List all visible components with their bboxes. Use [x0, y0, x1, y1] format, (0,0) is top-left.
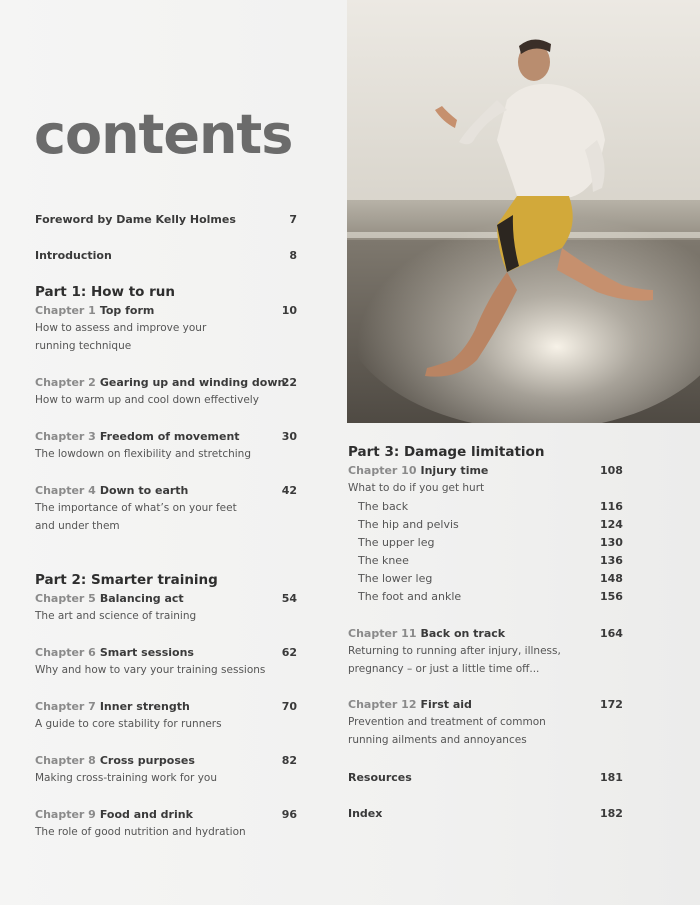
chapter-page: 172	[600, 698, 623, 711]
runner-illustration	[347, 0, 700, 423]
subentry-label: The knee	[358, 554, 409, 567]
toc-index-label: Index	[348, 807, 383, 820]
chapter-description: What to do if you get hurt	[348, 482, 485, 494]
subentry-page: 148	[600, 572, 623, 585]
chapter-title: Freedom of movement	[99, 430, 240, 443]
chapter-number: Chapter 10	[348, 464, 417, 477]
subentry-label: The lower leg	[358, 572, 433, 585]
chapter-number: Chapter 11	[348, 627, 417, 640]
subentry-label: The upper leg	[358, 536, 435, 549]
toc-chapter-6[interactable]	[35, 646, 305, 679]
chapter-description: The lowdown on flexibility and stretching	[35, 448, 251, 460]
chapter-number: Chapter 2	[35, 376, 96, 389]
part-2-heading: Part 2: Smarter training	[35, 572, 218, 588]
chapter-page: 42	[281, 484, 297, 497]
chapter-number: Chapter 6	[35, 646, 96, 659]
subentry-page: 156	[600, 590, 623, 603]
subentry-page: 124	[600, 518, 623, 531]
toc-chapter-4[interactable]	[35, 484, 305, 535]
chapter-description: The role of good nutrition and hydration	[35, 826, 246, 838]
chapter-title: First aid	[420, 698, 472, 711]
chapter-page: 54	[281, 592, 297, 605]
chapter-description-line-2: pregnancy – or just a little time off...	[348, 663, 540, 675]
chapter-number: Chapter 12	[348, 698, 417, 711]
chapter-title: Balancing act	[99, 592, 184, 605]
chapter-description: A guide to core stability for runners	[35, 718, 222, 730]
toc-index-page: 182	[600, 807, 623, 820]
chapter-description: How to assess and improve your	[35, 322, 207, 334]
chapter-page: 62	[281, 646, 297, 659]
toc-chapter-2[interactable]	[35, 376, 305, 409]
toc-foreword-label: Foreword by Dame Kelly Holmes	[35, 213, 236, 226]
toc-introduction-page: 8	[289, 249, 297, 262]
chapter-title: Gearing up and winding down	[99, 376, 286, 389]
page-title: contents	[34, 103, 293, 166]
chapter-page: 96	[281, 808, 297, 821]
chapter-number: Chapter 5	[35, 592, 96, 605]
chapter-title: Top form	[99, 304, 155, 317]
chapter-title: Back on track	[420, 627, 506, 640]
subentry-label: The foot and ankle	[358, 590, 462, 603]
chapter-page: 164	[600, 627, 623, 640]
chapter-number: Chapter 9	[35, 808, 96, 821]
toc-resources[interactable]	[348, 771, 623, 785]
chapter-title: Smart sessions	[99, 646, 194, 659]
toc-resources-label: Resources	[348, 771, 412, 784]
toc-chapter-11[interactable]	[348, 627, 623, 678]
chapter-title: Cross purposes	[99, 754, 195, 767]
chapter-description-line-2: running technique	[35, 340, 132, 352]
chapter-page: 108	[600, 464, 623, 477]
toc-chapter-5[interactable]	[35, 592, 305, 625]
chapter-number: Chapter 8	[35, 754, 96, 767]
toc-chapter-8[interactable]	[35, 754, 305, 787]
chapter-number: Chapter 1	[35, 304, 96, 317]
chapter-title: Injury time	[420, 464, 489, 477]
chapter-description: Making cross-training work for you	[35, 772, 217, 784]
toc-chapter-1[interactable]	[35, 304, 305, 355]
toc-chapter-3[interactable]	[35, 430, 305, 463]
chapter-title: Down to earth	[99, 484, 189, 497]
toc-index[interactable]	[348, 807, 623, 821]
chapter-number: Chapter 4	[35, 484, 96, 497]
toc-foreword[interactable]	[35, 213, 305, 227]
toc-chapter-10[interactable]	[348, 464, 623, 497]
chapter-description: The art and science of training	[35, 610, 197, 622]
chapter-description-line-2: running ailments and annoyances	[348, 734, 527, 746]
toc-introduction[interactable]	[35, 249, 305, 263]
subentry-page: 130	[600, 536, 623, 549]
chapter-number: Chapter 7	[35, 700, 96, 713]
subentry-page: 116	[600, 500, 623, 513]
chapter-description-line-2: and under them	[35, 520, 120, 532]
toc-chapter-7[interactable]	[35, 700, 305, 733]
runner-photo	[347, 0, 700, 423]
subentry-page: 136	[600, 554, 623, 567]
chapter-page: 70	[281, 700, 297, 713]
toc-introduction-label: Introduction	[35, 249, 112, 262]
chapter-page: 10	[281, 304, 297, 317]
toc-chapter-9[interactable]	[35, 808, 305, 841]
toc-chapter-12[interactable]	[348, 698, 623, 749]
chapter-description: Returning to running after injury, illness,	[348, 645, 561, 657]
toc-foreword-page: 7	[289, 213, 297, 226]
chapter-description: Prevention and treatment of common	[348, 716, 546, 728]
chapter-title: Inner strength	[99, 700, 190, 713]
chapter-title: Food and drink	[99, 808, 193, 821]
chapter-page: 82	[281, 754, 297, 767]
chapter-page: 22	[281, 376, 297, 389]
chapter-number: Chapter 3	[35, 430, 96, 443]
toc-resources-page: 181	[600, 771, 623, 784]
chapter-page: 30	[281, 430, 297, 443]
part-1-heading: Part 1: How to run	[35, 284, 175, 300]
subentry-label: The back	[358, 500, 409, 513]
part-3-heading: Part 3: Damage limitation	[348, 444, 545, 460]
chapter-description: Why and how to vary your training sessions	[35, 664, 266, 676]
subentry-label: The hip and pelvis	[358, 518, 459, 531]
chapter-description: How to warm up and cool down effectively	[35, 394, 259, 406]
chapter-description: The importance of what’s on your feet	[35, 502, 237, 514]
